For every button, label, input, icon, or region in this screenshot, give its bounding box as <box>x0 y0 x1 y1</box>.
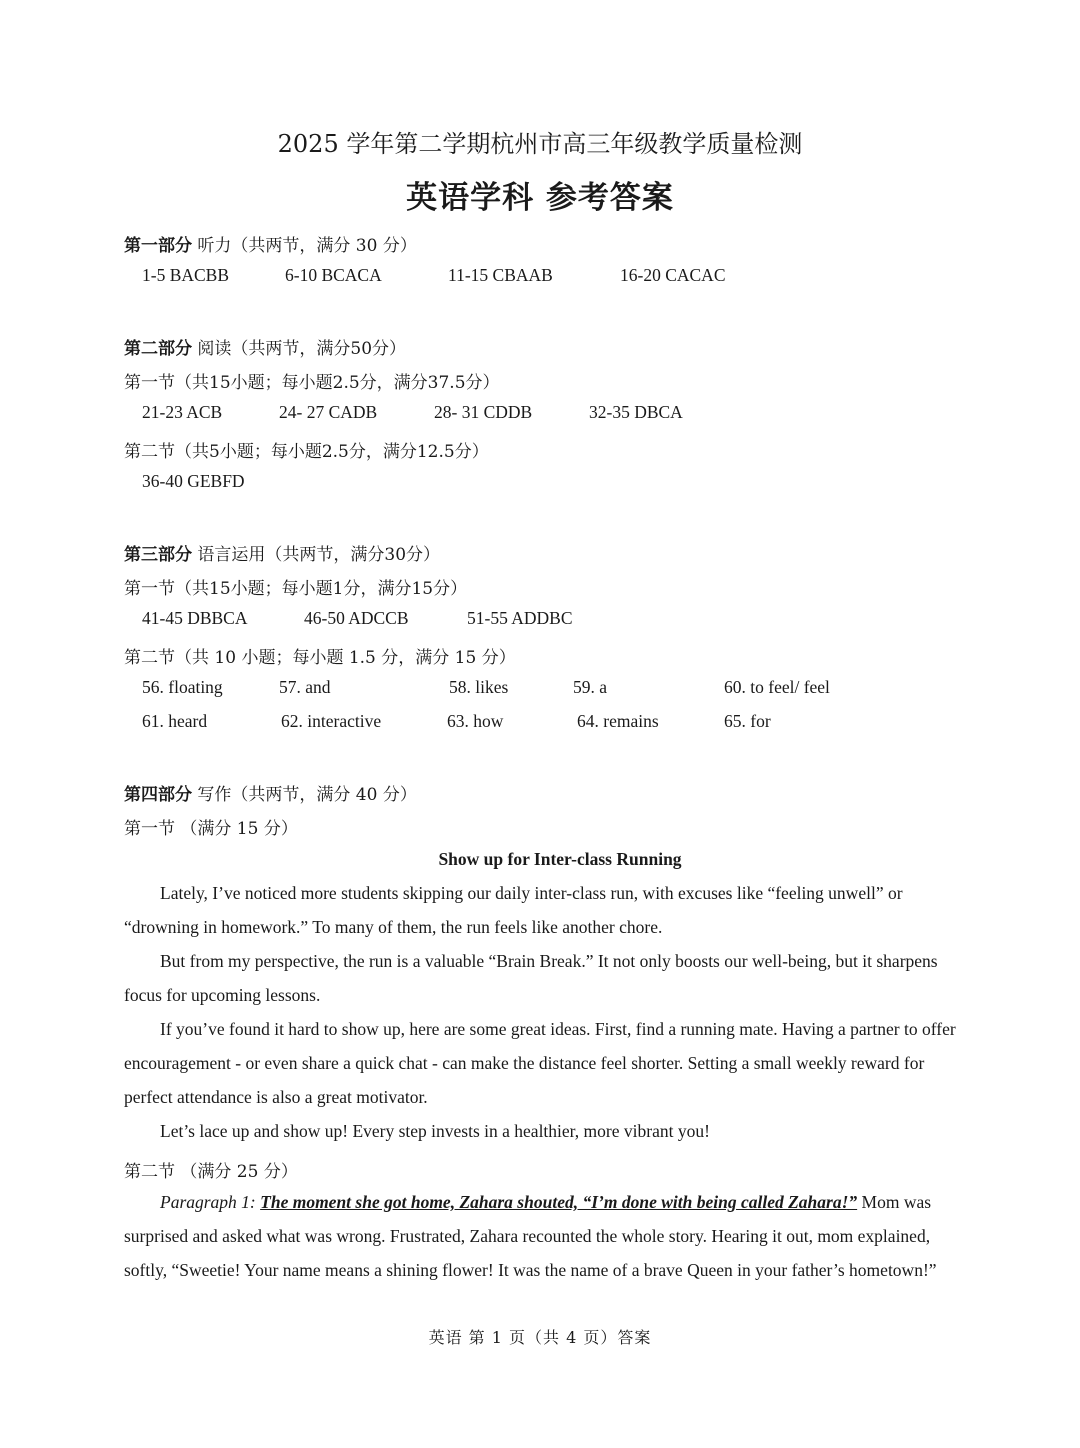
answer-group: 36-40 GEBFD <box>142 471 245 491</box>
blank-answer: 64. remains <box>577 711 659 731</box>
part4-section1-heading: 第一节 （满分 15 分） <box>124 819 298 839</box>
part2-heading-rest: 阅读（共两节，满分50分） <box>192 339 407 359</box>
part2-section1-heading: 第一节（共15小题；每小题2.5分，满分37.5分） <box>124 373 500 393</box>
answer-group: 46-50 ADCCB <box>304 608 409 628</box>
paragraph-label: Paragraph 1: <box>160 1192 261 1212</box>
part3-heading-bold: 第三部分 <box>124 545 192 565</box>
part4-heading <box>124 780 417 805</box>
answer-group: 51-55 ADDBC <box>467 608 573 628</box>
blank-answer: 58. likes <box>449 677 509 697</box>
part4-heading-rest: 写作（共两节，满分 40 分） <box>192 785 417 805</box>
continuation-paragraph <box>124 1185 964 1287</box>
part1-heading <box>124 231 417 256</box>
document-title: 2025 学年第二学期杭州市高三年级教学质量检测 <box>277 130 803 158</box>
part1-heading-bold: 第一部分 <box>124 236 192 256</box>
essay-paragraph: Lately, I’ve noticed more students skipping our daily inter-class run, with excuses like “feeling unwell” or “drowning in homework.” To many of them, the run feels like another chore. <box>124 883 903 937</box>
answer-group: 1-5 BACBB <box>142 265 230 285</box>
part3-heading <box>124 540 440 565</box>
essay-paragraph: Let’s lace up and show up! Every step invests in a healthier, more vibrant you! <box>160 1121 710 1141</box>
essay-paragraph: But from my perspective, the run is a valuable “Brain Break.” It not only boosts our well-being, but it sharpens focus for upcoming lessons. <box>124 951 938 1005</box>
part4-section2-heading: 第二节 （满分 25 分） <box>124 1162 298 1182</box>
answer-group: 24- 27 CADB <box>279 402 378 422</box>
blank-answer: 60. to feel/ feel <box>724 677 830 697</box>
part2-heading <box>124 334 406 359</box>
document-subtitle: 英语学科 参考答案 <box>406 180 674 216</box>
part3-section2-heading: 第二节（共 10 小题；每小题 1.5 分，满分 15 分） <box>124 648 516 668</box>
blank-answer: 63. how <box>447 711 504 731</box>
answer-group: 41-45 DBBCA <box>142 608 248 628</box>
blank-answer: 61. heard <box>142 711 208 731</box>
part1-heading-rest: 听力（共两节，满分 30 分） <box>192 236 417 256</box>
answer-group: 11-15 CBAAB <box>448 265 553 285</box>
part3-section1-heading: 第一节（共15小题；每小题1分，满分15分） <box>124 579 468 599</box>
part4-heading-bold: 第四部分 <box>124 785 192 805</box>
answer-group: 21-23 ACB <box>142 402 223 422</box>
blank-answer: 57. and <box>279 677 331 697</box>
essay-title: Show up for Inter-class Running <box>438 849 682 869</box>
blank-answer: 65. for <box>724 711 771 731</box>
answer-group: 6-10 BCACA <box>285 265 382 285</box>
blank-answer: 62. interactive <box>281 711 382 731</box>
part3-heading-rest: 语言运用（共两节，满分30分） <box>192 545 441 565</box>
essay-body <box>124 876 964 1148</box>
paragraph-prompt: The moment she got home, Zahara shouted, “I’m done with being called Zahara!” <box>260 1192 858 1212</box>
blank-answer: 59. a <box>573 677 608 697</box>
answer-group: 16-20 CACAC <box>620 265 726 285</box>
answer-group: 32-35 DBCA <box>589 402 683 422</box>
blank-answer: 56. floating <box>142 677 223 697</box>
paragraph-body: Mom was surprised and asked what was wrong. Frustrated, Zahara recounted the whole story. Hearing it out, mom explained, softly, “Sweetie! Your name means a shining flower! It was the name of a brave Queen in your father’s hometown!” <box>124 1192 937 1280</box>
essay-paragraph: If you’ve found it hard to show up, here are some great ideas. First, find a running mate. Having a partner to offer encouragement - or even share a quick chat - can make the distance feel shorter. Setting a small weekly reward for perfect attendance is also a great motivator. <box>124 1019 956 1107</box>
part2-heading-bold: 第二部分 <box>124 339 192 359</box>
part2-section2-heading: 第二节（共5小题；每小题2.5分，满分12.5分） <box>124 442 489 462</box>
answer-group: 28- 31 CDDB <box>434 402 533 422</box>
page-footer: 英语 第 1 页（共 4 页）答案 <box>428 1328 652 1347</box>
